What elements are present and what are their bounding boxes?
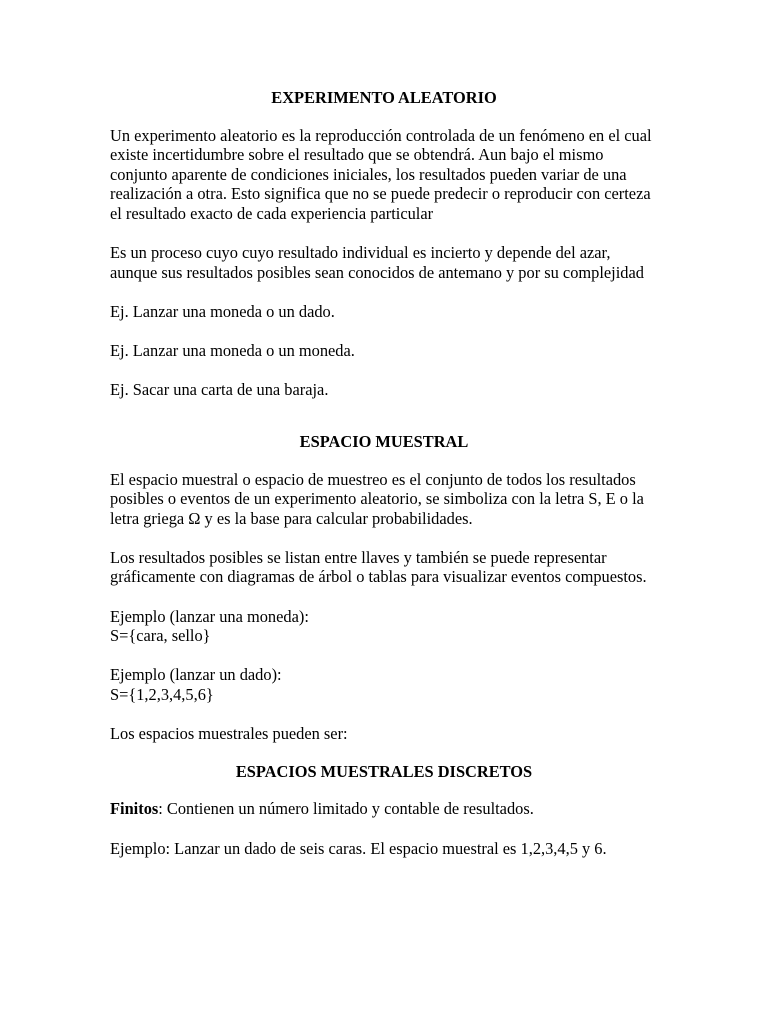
paragraph-finite: [110, 799, 658, 819]
paragraph-sample-space-definition: El espacio muestral o espacio de muestreo es el conjunto de todos los resultados posibles o eventos de un experimento aleatorio, se simboliza con la letra S, E o la letra griega Ω y es la base para calcular probabilidades.: [110, 469, 644, 528]
heading-experimento-aleatorio: EXPERIMENTO ALEATORIO: [271, 88, 497, 107]
paragraph-sample-space-representation: Los resultados posibles se listan entre llaves y también se puede representar gráficamente con diagramas de árbol o tablas para visualizar eventos compuestos.: [110, 547, 647, 587]
example-card: Ej. Sacar una carta de una baraja.: [110, 380, 329, 400]
example-die-set: S={1,2,3,4,5,6}: [110, 685, 214, 705]
example-coin-set: S={cara, sello}: [110, 626, 211, 646]
heading-espacios-discretos: ESPACIOS MUESTRALES DISCRETOS: [235, 761, 533, 781]
heading-espacio-muestral: ESPACIO MUESTRAL: [299, 431, 469, 451]
paragraph-types-intro: Los espacios muestrales pueden ser:: [110, 724, 348, 744]
example-finite-die: Ejemplo: Lanzar un dado de seis caras. El espacio muestral es 1,2,3,4,5 y 6.: [110, 838, 607, 858]
finite-term: Finitos: [110, 799, 159, 819]
example-coin-coin: Ej. Lanzar una moneda o un moneda.: [110, 341, 355, 361]
example-die-label: Ejemplo (lanzar un dado):: [110, 665, 282, 685]
paragraph-definition: Un experimento aleatorio es la reproducción controlada de un fenómeno en el cual existe incertidumbre sobre el resultado que se obtendrá. Aun bajo el mismo conjunto aparente de condiciones iniciales, los resultados pueden variar de una realización a otra. Esto significa que no se puede predecir o reproducir con certeza el resultado exacto de cada experiencia particular: [110, 125, 652, 223]
document-page: [110, 88, 658, 858]
finite-definition: : Contienen un número limitado y contable de resultados.: [158, 799, 534, 819]
example-coin-label: Ejemplo (lanzar una moneda):: [110, 606, 309, 626]
example-coin-die: Ej. Lanzar una moneda o un dado.: [110, 301, 335, 321]
paragraph-process: Es un proceso cuyo cuyo resultado individual es incierto y depende del azar, aunque sus resultados posibles sean conocidos de antemano y por su complejidad: [110, 243, 644, 282]
